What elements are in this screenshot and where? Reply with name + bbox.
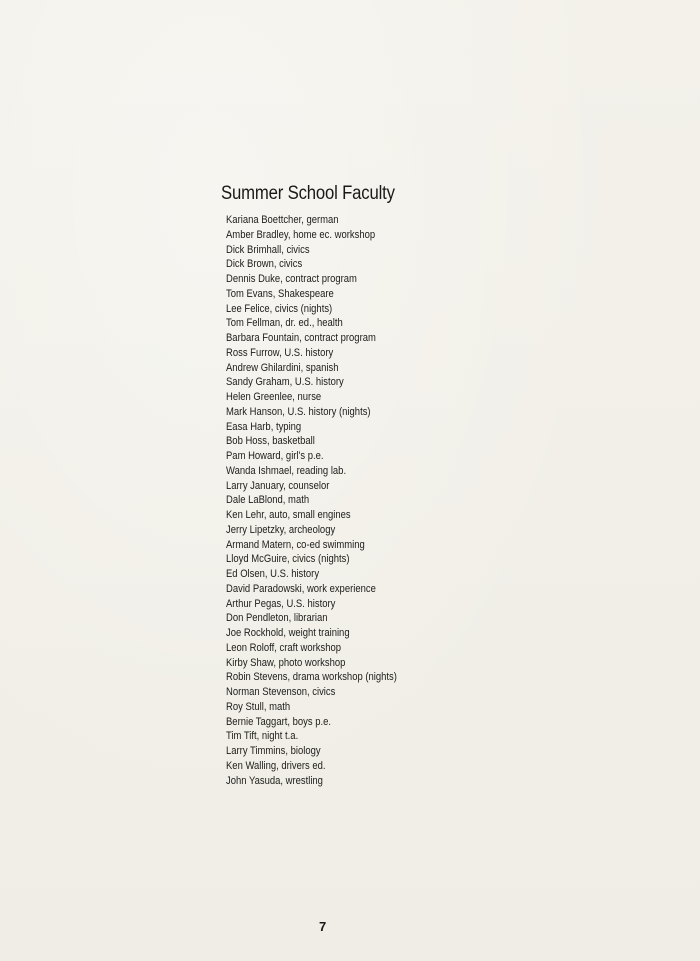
faculty-entry: Ken Walling, drivers ed.: [226, 759, 326, 772]
faculty-entry: Andrew Ghilardini, spanish: [226, 361, 339, 374]
faculty-entry: Bob Hoss, basketball: [226, 435, 315, 448]
faculty-entry: Tom Evans, Shakespeare: [226, 287, 334, 300]
faculty-entry: Wanda Ishmael, reading lab.: [226, 464, 347, 477]
faculty-entry: Jerry Lipetzky, archeology: [226, 523, 336, 536]
faculty-entry: Ed Olsen, U.S. history: [226, 568, 320, 580]
faculty-entry: Lee Felice, civics (nights): [226, 302, 333, 315]
faculty-entry: Pam Howard, girl's p.e.: [226, 450, 324, 462]
faculty-entry: Armand Matern, co-ed swimming: [226, 538, 365, 551]
faculty-entry: Larry Timmins, biology: [226, 745, 321, 757]
faculty-entry: Dennis Duke, contract program: [226, 273, 357, 285]
page-number: 7: [319, 919, 327, 934]
faculty-entry: Bernie Taggart, boys p.e.: [226, 715, 332, 728]
faculty-entry: Dick Brown, civics: [226, 258, 303, 271]
faculty-entry: Lloyd McGuire, civics (nights): [226, 553, 350, 566]
faculty-entry: Arthur Pegas, U.S. history: [226, 597, 336, 610]
faculty-entry: Amber Bradley, home ec. workshop: [226, 228, 376, 241]
faculty-entry: Tim Tift, night t.a.: [226, 730, 299, 743]
faculty-entry: David Paradowski, work experience: [226, 582, 376, 595]
faculty-entry: Sandy Graham, U.S. history: [226, 376, 344, 389]
faculty-entry: Ross Furrow, U.S. history: [226, 346, 334, 359]
faculty-entry: Dick Brimhall, civics: [226, 243, 310, 256]
faculty-entry: Roy Stull, math: [226, 700, 291, 713]
faculty-entry: Ken Lehr, auto, small engines: [226, 509, 351, 521]
faculty-entry: Robin Stevens, drama workshop (nights): [226, 671, 397, 684]
faculty-list: [226, 213, 425, 788]
faculty-entry: John Yasuda, wrestling: [226, 774, 323, 787]
faculty-entry: Norman Stevenson, civics: [226, 686, 336, 698]
faculty-entry: Tom Fellman, dr. ed., health: [226, 317, 343, 330]
faculty-entry: Leon Roloff, craft workshop: [226, 641, 341, 654]
faculty-entry: Dale LaBlond, math: [226, 494, 310, 507]
faculty-entry: Kariana Boettcher, german: [226, 214, 339, 226]
faculty-entry: Easa Harb, typing: [226, 420, 302, 433]
faculty-entry: Helen Greenlee, nurse: [226, 391, 322, 403]
page-title: Summer School Faculty: [221, 183, 395, 204]
faculty-entry: Mark Hanson, U.S. history (nights): [226, 405, 371, 418]
faculty-entry: Joe Rockhold, weight training: [226, 627, 350, 639]
faculty-entry: Larry January, counselor: [226, 479, 330, 492]
faculty-entry: Kirby Shaw, photo workshop: [226, 656, 346, 669]
faculty-entry: Don Pendleton, librarian: [226, 612, 328, 625]
faculty-entry: Barbara Fountain, contract program: [226, 332, 376, 344]
